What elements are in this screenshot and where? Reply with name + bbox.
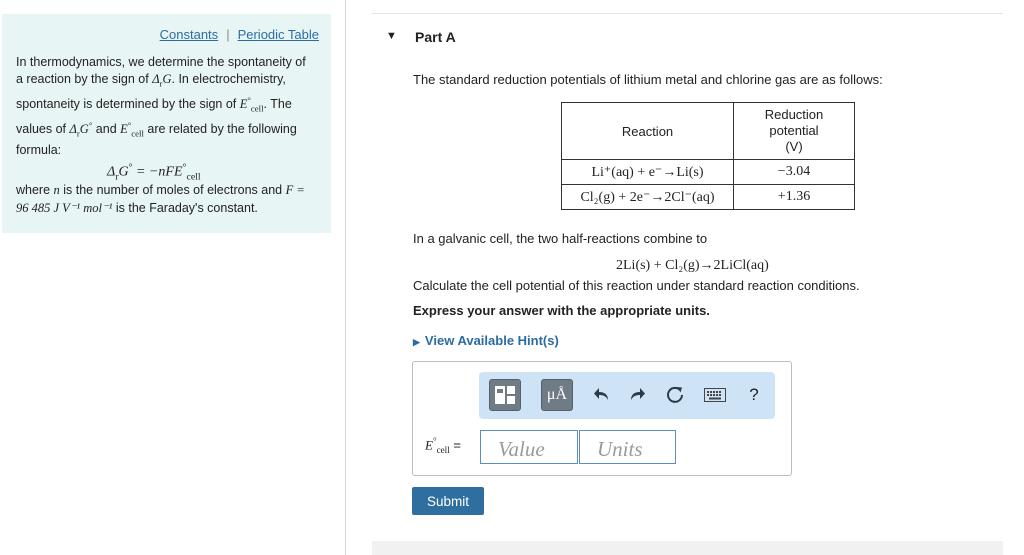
table-header-row	[562, 103, 855, 160]
potential-cell: −3.04	[734, 160, 855, 185]
potential-cell: +1.36	[734, 185, 855, 210]
intro-text	[16, 54, 316, 158]
reset-icon	[665, 385, 685, 405]
potential-header-line3: (V)	[785, 139, 803, 154]
keyboard-icon	[704, 388, 726, 402]
table-row	[562, 185, 855, 210]
ecell-equals: =	[449, 437, 461, 453]
intro-text-3: . The values of	[16, 96, 292, 136]
definition-text-3: is the Faraday's constant.	[112, 200, 258, 215]
undo-icon	[593, 387, 611, 403]
definition-text-2: is the number of moles of electrons and	[59, 183, 286, 197]
potential-header-line1: Reduction	[764, 107, 824, 122]
help-button[interactable]: ?	[749, 385, 759, 404]
constants-link[interactable]: Constants	[159, 27, 219, 42]
part-header[interactable]	[372, 13, 1003, 60]
column-divider	[345, 0, 346, 555]
math-e-cell: $E^\circ_{cell}$	[239, 94, 264, 114]
math-delta-g-standard: $\Delta_rG^\circ$	[69, 119, 93, 139]
reduction-potential-table	[561, 102, 855, 210]
intro-text-2: . In electrochemistry, spontaneity is determined by the sign of	[16, 71, 286, 111]
keyboard-button[interactable]	[702, 382, 728, 408]
units-input[interactable]	[579, 430, 676, 464]
redo-button[interactable]	[624, 382, 650, 408]
question-text-2: In a galvanic cell, the two half-reactions combine to	[413, 231, 708, 246]
ecell-label-subscript: cell	[436, 444, 450, 455]
value-input[interactable]	[480, 430, 578, 464]
expand-triangle-icon: ▶	[413, 337, 420, 347]
math-toolbar	[479, 372, 775, 419]
periodic-table-link[interactable]: Periodic Table	[237, 27, 319, 42]
overall-reaction: 2Li(s) + Cl₂(g)→2LiCl(aq)	[616, 258, 769, 273]
submit-button[interactable]: Submit	[412, 487, 484, 515]
part-title: Part A	[415, 29, 456, 45]
answer-box	[412, 361, 792, 476]
ecell-label-degree: °	[432, 436, 437, 446]
redo-icon	[628, 387, 646, 403]
potential-header-line2: potential	[769, 123, 819, 138]
collapse-triangle-icon[interactable]: ▼	[386, 30, 397, 42]
view-hints-link[interactable]	[413, 333, 559, 348]
view-hints-label: View Available Hint(s)	[424, 333, 559, 348]
definition-text	[16, 182, 316, 217]
units-tool-button[interactable]: μÅ	[541, 379, 573, 411]
ecell-label	[425, 436, 461, 455]
templates-button[interactable]	[489, 379, 521, 411]
math-delta-g: $\Delta_rG$	[152, 71, 172, 88]
faraday-constant: F = 96 485 J V⁻¹ mol⁻¹	[16, 183, 305, 215]
intro-text-1: In thermodynamics, we determine the spontaneity of a reaction by the sign of	[16, 55, 306, 86]
gibbs-formula: $\Delta_rG^\circ = -nFE^\circ_{cell}$	[107, 162, 201, 183]
undo-button[interactable]	[589, 382, 615, 408]
link-separator: |	[226, 27, 230, 42]
question-text-1: The standard reduction potentials of lithium metal and chlorine gas are as follows:	[413, 72, 883, 87]
potential-header	[734, 103, 855, 160]
question-text-3: Calculate the cell potential of this reaction under standard reaction conditions.	[413, 278, 860, 293]
instruction-text: Express your answer with the appropriate units.	[413, 303, 710, 318]
panel-links	[160, 27, 319, 42]
reaction-cell: Cl₂(g) + 2e⁻→2Cl⁻(aq)	[562, 185, 734, 210]
info-panel	[2, 14, 331, 233]
formula-rhs: = −nF	[136, 164, 174, 180]
reaction-cell: Li⁺(aq) + e⁻→Li(s)	[562, 160, 734, 185]
next-section-strip	[372, 541, 1003, 555]
math-n: n	[53, 183, 60, 197]
intro-text-4: and	[92, 121, 121, 136]
reaction-header: Reaction	[562, 103, 734, 160]
definition-text-1: where	[16, 183, 54, 197]
ecell-label-e: E	[425, 437, 433, 453]
templates-icon	[490, 380, 520, 410]
math-e-cell-2: $E^\circ_{cell}$	[120, 119, 144, 139]
intro-text-5: are related by the following formula:	[16, 121, 297, 157]
reset-button[interactable]	[662, 382, 688, 408]
table-row	[562, 160, 855, 185]
